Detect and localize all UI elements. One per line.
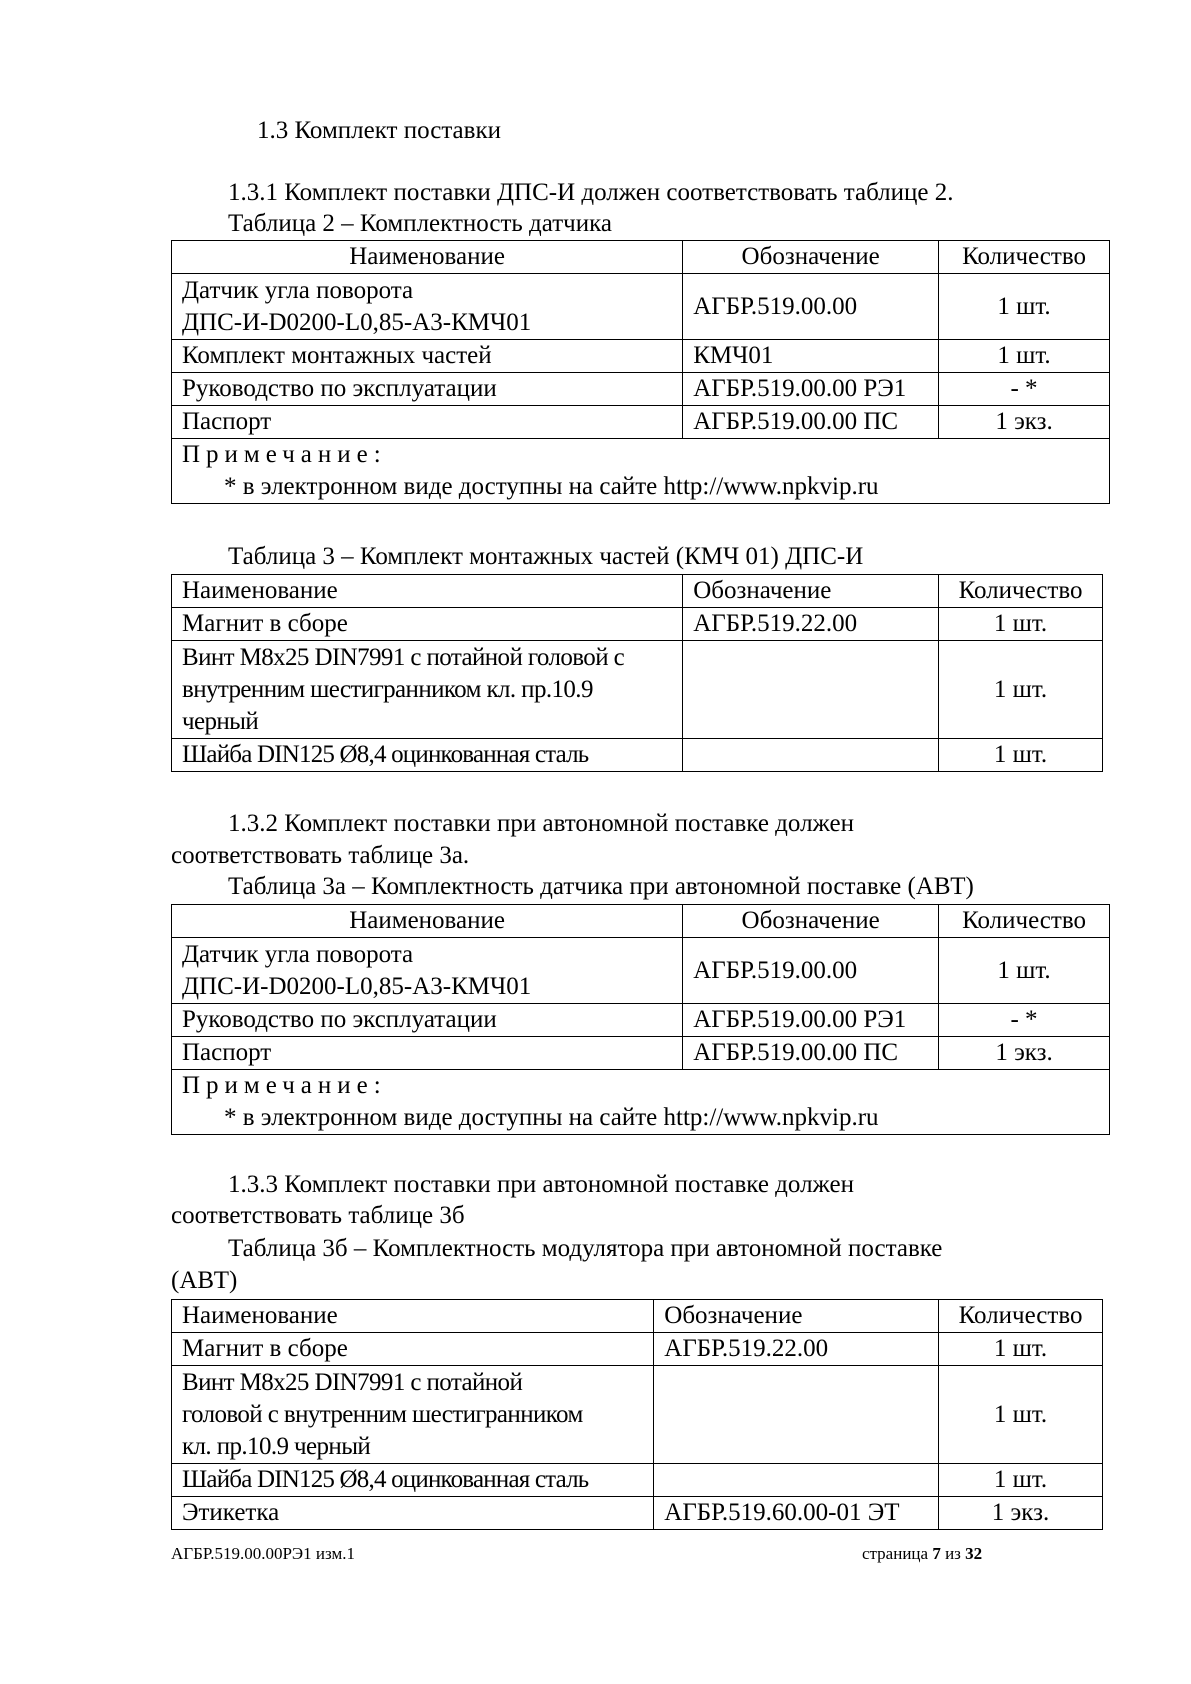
cell-qty: 1 шт. [939,274,1110,340]
cell-qty: 1 шт. [939,608,1103,641]
cell-name: Этикетка [172,1497,654,1530]
footer-doc-code: АГБР.519.00.00РЭ1 изм.1 [171,1544,355,1563]
cell-code: АГБР.519.00.00 РЭ1 [683,1004,939,1037]
paragraph-1-3-3-line2: соответствовать таблице 3б [171,1202,465,1229]
cell-name: Комплект монтажных частей [172,340,683,373]
table-row [172,274,1110,340]
table-row [172,1497,1103,1530]
footer-page-number [862,1543,982,1565]
table-3a [171,904,1110,1135]
footer-page-current: 7 [932,1544,941,1563]
cell-qty: 1 шт. [939,938,1110,1004]
cell-name [172,938,683,1004]
table-3-caption: Таблица 3 – Комплект монтажных частей (КМЧ 01) ДПС-И [228,543,864,570]
cell-code [683,641,939,739]
cell-name: Руководство по эксплуатации [172,373,683,406]
note-label: Примечание: [182,441,387,468]
header-qty: Количество [939,1300,1103,1333]
footer-page-word: страница [862,1544,929,1563]
header-name: Наименование [172,575,683,608]
cell-name-line: Винт М8х25 DIN7991 с потайной [182,1368,523,1396]
cell-code: АГБР.519.00.00 РЭ1 [683,373,939,406]
cell-code: КМЧ01 [683,340,939,373]
table-row [172,1464,1103,1497]
cell-code: АГБР.519.22.00 [654,1333,939,1366]
cell-name-line: головой с внутренним шестигранником [182,1400,583,1428]
header-code: Обозначение [683,575,939,608]
cell-name [172,641,683,739]
cell-code: АГБР.519.00.00 [683,274,939,340]
cell-qty: 1 экз. [939,1497,1103,1530]
cell-code: АГБР.519.00.00 [683,938,939,1004]
cell-name-line: черный [182,707,259,735]
header-qty: Количество [939,575,1103,608]
table-row [172,373,1110,406]
table-row [172,1333,1103,1366]
table-row [172,641,1103,739]
cell-name: Руководство по эксплуатации [172,1004,683,1037]
cell-qty: 1 шт. [939,1333,1103,1366]
paragraph-1-3-2-line1: 1.3.2 Комплект поставки при автономной поставке должен [228,810,854,837]
header-qty: Количество [939,905,1110,938]
table-3 [171,574,1103,772]
cell-qty: 1 экз. [939,1037,1110,1070]
cell-code: АГБР.519.22.00 [683,608,939,641]
cell-qty: 1 шт. [939,1464,1103,1497]
cell-qty: 1 экз. [939,406,1110,439]
cell-name: Магнит в сборе [172,608,683,641]
note-text: * в электронном виде доступны на сайте http://www.npkvip.ru [224,1104,879,1131]
cell-name: Паспорт [172,1037,683,1070]
note-text: * в электронном виде доступны на сайте http://www.npkvip.ru [224,473,879,500]
header-code: Обозначение [654,1300,939,1333]
cell-name-line: Датчик угла поворота [182,940,414,968]
note-label: Примечание: [182,1072,387,1099]
table-row [172,1004,1110,1037]
cell-name [172,1366,654,1464]
header-name: Наименование [172,905,683,938]
table-row [172,938,1110,1004]
header-qty: Количество [939,241,1110,274]
cell-qty: 1 шт. [939,641,1103,739]
table-note-row [172,439,1110,504]
table-row [172,1366,1103,1464]
table-header-row [172,1300,1103,1333]
cell-qty: - * [939,373,1110,406]
table-row [172,1037,1110,1070]
cell-name: Шайба DIN125 Ø8,4 оцинкованная сталь [172,1464,654,1497]
cell-name: Паспорт [172,406,683,439]
header-name: Наименование [172,1300,654,1333]
paragraph-1-3-2-line2: соответствовать таблице 3а. [171,842,470,869]
section-title: 1.3 Комплект поставки [257,117,501,144]
table-header-row [172,905,1110,938]
cell-qty: 1 шт. [939,340,1110,373]
table-3b [171,1299,1103,1530]
table-note [172,1070,1110,1135]
table-row [172,608,1103,641]
cell-name-line: ДПС-И-D0200-L0,85-А3-КМЧ01 [182,308,532,336]
table-2 [171,240,1110,504]
header-name: Наименование [172,241,683,274]
cell-name: Шайба DIN125 Ø8,4 оцинкованная сталь [172,739,683,772]
table-3a-caption: Таблица 3а – Комплектность датчика при автономной поставке (АВТ) [228,873,974,900]
cell-qty: - * [939,1004,1110,1037]
table-2-caption: Таблица 2 – Комплектность датчика [228,210,612,237]
paragraph-1-3-3-line1: 1.3.3 Комплект поставки при автономной поставке должен [228,1171,854,1198]
table-3b-caption-line1: Таблица 3б – Комплектность модулятора при автономной поставке [228,1235,943,1262]
footer-page-of: из [945,1544,961,1563]
cell-code: АГБР.519.00.00 ПС [683,1037,939,1070]
cell-name [172,274,683,340]
paragraph-1-3-1: 1.3.1 Комплект поставки ДПС-И должен соответствовать таблице 2. [228,179,954,206]
cell-code [683,739,939,772]
header-code: Обозначение [683,241,939,274]
cell-name-line: кл. пр.10.9 черный [182,1432,371,1460]
cell-name-line: внутренним шестигранником кл. пр.10.9 [182,675,593,703]
cell-code [654,1464,939,1497]
cell-code: АГБР.519.60.00-01 ЭТ [654,1497,939,1530]
cell-name-line: Винт М8х25 DIN7991 с потайной головой с [182,643,625,671]
cell-code [654,1366,939,1464]
table-row [172,340,1110,373]
table-note [172,439,1110,504]
table-header-row [172,575,1103,608]
cell-code: АГБР.519.00.00 ПС [683,406,939,439]
table-3b-caption-line2: (АВТ) [171,1267,238,1294]
table-header-row [172,241,1110,274]
cell-name: Магнит в сборе [172,1333,654,1366]
header-code: Обозначение [683,905,939,938]
cell-name-line: ДПС-И-D0200-L0,85-А3-КМЧ01 [182,972,532,1000]
footer-page-total: 32 [965,1544,983,1563]
cell-qty: 1 шт. [939,1366,1103,1464]
cell-name-line: Датчик угла поворота [182,276,414,304]
cell-qty: 1 шт. [939,739,1103,772]
table-note-row [172,1070,1110,1135]
table-row [172,739,1103,772]
table-row [172,406,1110,439]
